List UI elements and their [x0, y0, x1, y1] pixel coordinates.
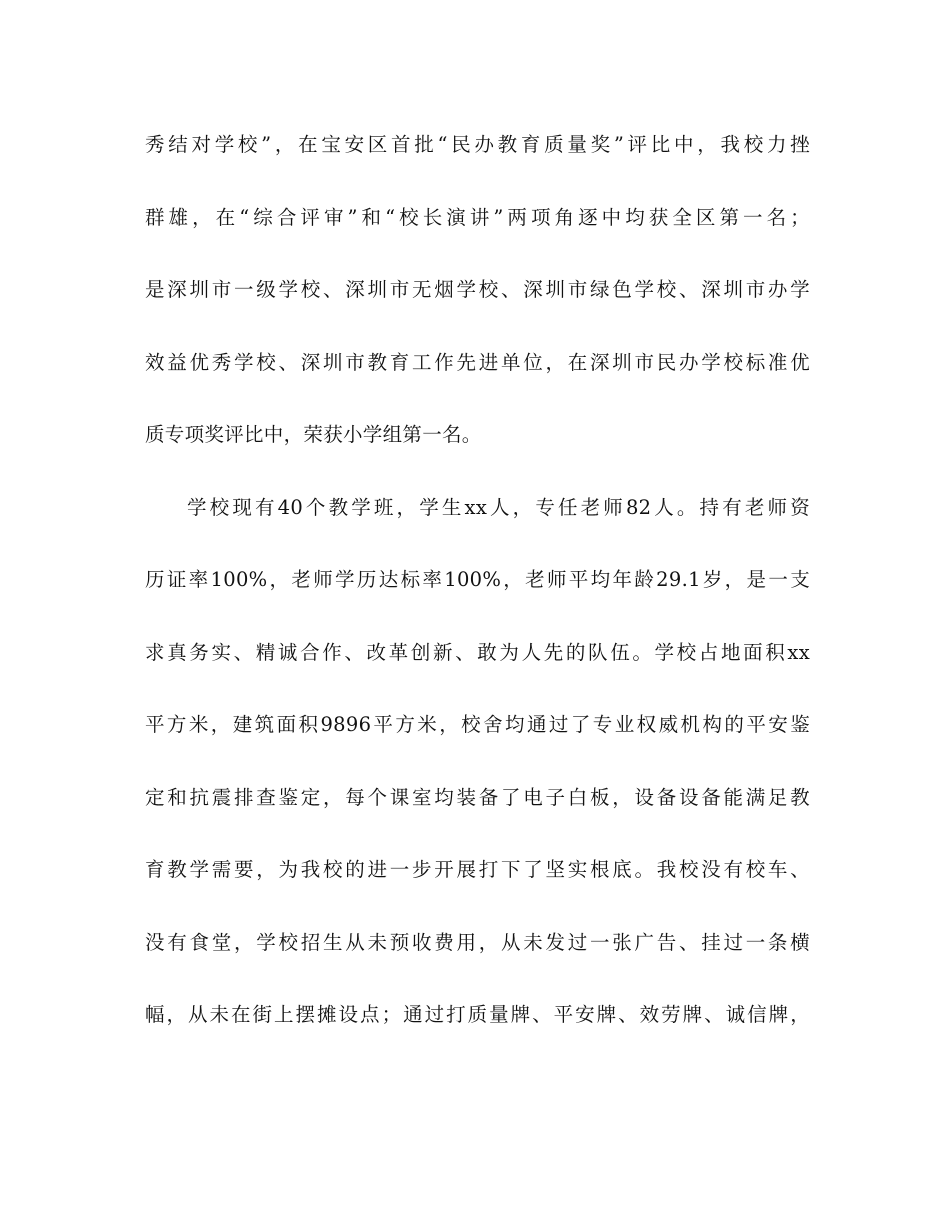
text-line: 质专项奖评比中，荣获小学组第一名。 — [145, 423, 482, 446]
paragraph-school-honors — [145, 121, 810, 484]
document-body — [145, 121, 810, 1064]
text-line: 求真务实、精诚合作、改革创新、敢为人先的队伍。学校占地面积xx — [145, 640, 810, 664]
text-line: 定和抗震排查鉴定，每个课室均装备了电子白板，设备设备能满足教 — [145, 785, 810, 809]
text-line: 历证率100%，老师学历达标率100%，老师平均年龄29.1岁，是一支 — [145, 568, 810, 591]
paragraph-school-facts — [145, 484, 810, 1064]
text-line: 群雄，在“综合评审”和“校长演讲”两项角逐中均获全区第一名； — [145, 205, 810, 229]
text-line: 育教学需要，为我校的进一步开展打下了坚实根底。我校没有校车、 — [145, 858, 810, 881]
text-line: 没有食堂，学校招生从未预收费用，从未发过一张广告、挂过一条横 — [145, 930, 810, 954]
text-line: 是深圳市一级学校、深圳市无烟学校、深圳市绿色学校、深圳市办学 — [145, 278, 810, 301]
text-line: 幅，从未在街上摆摊设点；通过打质量牌、平安牌、效劳牌、诚信牌， — [145, 1003, 810, 1026]
text-line: 秀结对学校”，在宝安区首批“民办教育质量奖”评比中，我校力挫 — [145, 133, 810, 156]
text-line: 学校现有40个教学班，学生xx人，专任老师82人。持有老师资 — [187, 495, 810, 519]
text-line: 效益优秀学校、深圳市教育工作先进单位，在深圳市民办学校标准优 — [145, 350, 810, 374]
text-line: 平方米，建筑面积9896平方米，校舍均通过了专业权威机构的平安鉴 — [145, 713, 810, 736]
